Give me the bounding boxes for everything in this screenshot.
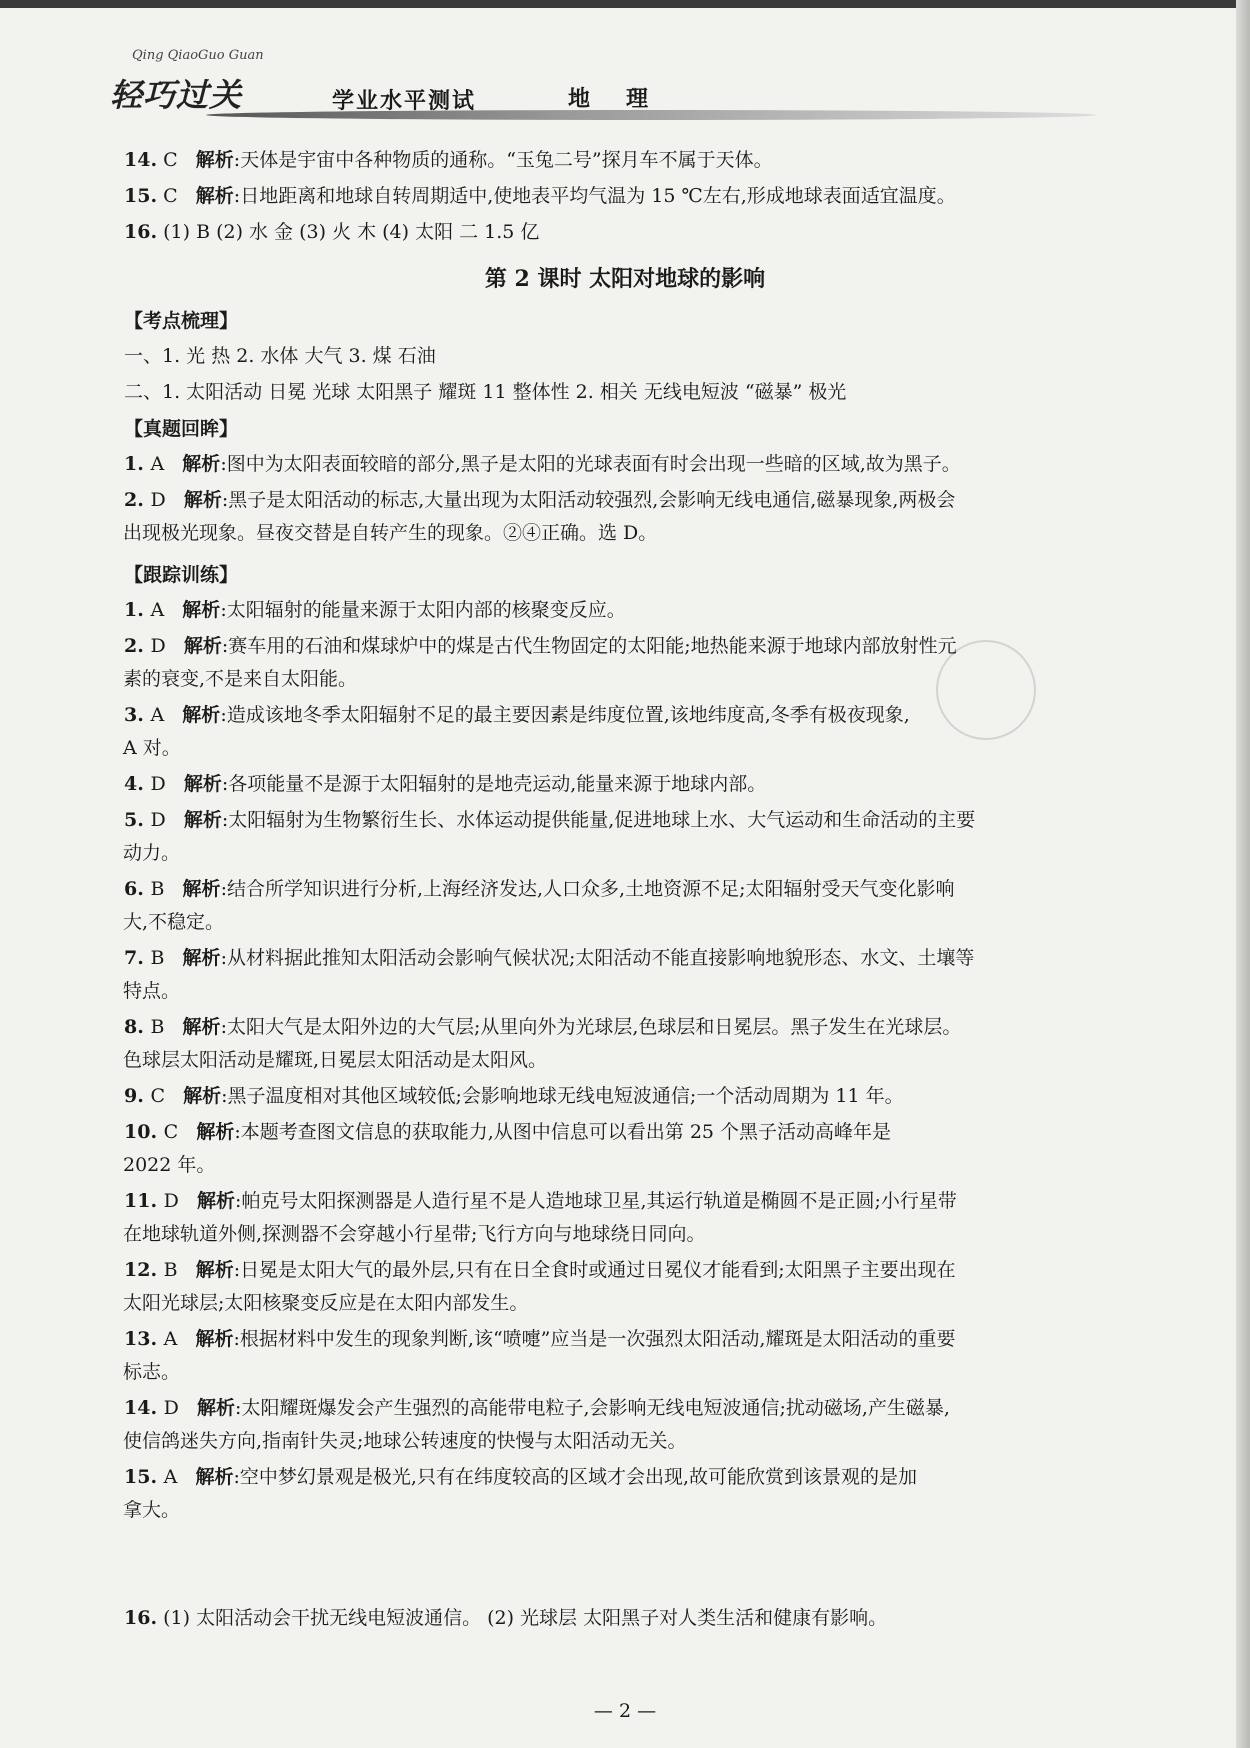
analysis-label: 解析	[195, 185, 234, 207]
answer-number: 11.	[124, 1190, 164, 1212]
analysis-text: :黑子温度相对其他区域较低;会影响地球无线电短波通信;一个活动周期为 11 年。	[221, 1085, 904, 1107]
answer-number: 3.	[124, 704, 151, 726]
analysis-text: :帕克号太阳探测器是人造行星不是人造地球卫星,其运行轨道是椭圆不是正圆;小行星带	[235, 1190, 957, 1212]
analysis-text: :本题考查图文信息的获取能力,从图中信息可以看出第 25 个黑子活动高峰年是	[234, 1121, 892, 1143]
answer-row-continuation: 在地球轨道外侧,探测器不会穿越小行星带;飞行方向与地球绕日同向。	[123, 1223, 706, 1245]
answer-row	[124, 596, 626, 624]
answer-row-continuation: A 对。	[123, 737, 181, 759]
answer-row	[124, 1463, 917, 1491]
answer-row	[124, 770, 766, 798]
answer-number: 4.	[124, 773, 151, 795]
analysis-label: 解析	[197, 1190, 236, 1212]
answer-number: 15.	[124, 1466, 164, 1488]
answer-choice: B	[163, 1259, 196, 1281]
logo-pinyin: Qing QiaoGuo Guan	[132, 48, 264, 63]
analysis-text: :造成该地冬季太阳辐射不足的最主要因素是纬度位置,该地纬度高,冬季有极夜现象,	[220, 704, 910, 726]
answer-number: 16.	[124, 221, 158, 243]
answer-row	[124, 1082, 904, 1110]
answer-row-continuation: 色球层太阳活动是耀斑,日冕层太阳活动是太阳风。	[123, 1049, 548, 1071]
answer-row	[124, 875, 955, 903]
analysis-label: 解析	[182, 599, 221, 621]
analysis-label: 解析	[182, 453, 221, 475]
page-edge-shadow	[1236, 0, 1250, 1748]
answer-row	[124, 1256, 956, 1284]
answer-row	[124, 944, 974, 972]
zhenti-heading: 【真题回眸】	[124, 418, 239, 440]
answer-number: 13.	[124, 1328, 164, 1350]
analysis-text: :日冕是太阳大气的最外层,只有在日全食时或通过日冕仪才能看到;太阳黑子主要出现在	[233, 1259, 956, 1281]
answer-row	[124, 450, 961, 478]
analysis-text: :结合所学知识进行分析,上海经济发达,人口众多,土地资源不足;太阳辐射受天气变化影响	[220, 878, 955, 900]
analysis-label: 解析	[195, 1259, 234, 1281]
answer-choice: D	[150, 773, 184, 795]
answer-choice: D	[163, 1190, 198, 1212]
analysis-text: :太阳辐射的能量来源于太阳内部的核聚变反应。	[220, 599, 626, 621]
top-rule	[0, 0, 1250, 8]
answer-number: 14.	[124, 1397, 164, 1419]
genzong-heading: 【跟踪训练】	[124, 564, 239, 586]
answer-number: 1.	[124, 599, 151, 621]
answer-choice: D	[150, 635, 184, 657]
analysis-text: :太阳大气是太阳外边的大气层;从里向外为光球层,色球层和日冕层。黑子发生在光球层。	[220, 1016, 962, 1038]
analysis-label: 解析	[182, 878, 221, 900]
section-title: 第 2 课时 太阳对地球的影响	[484, 266, 766, 292]
answer-number: 8.	[124, 1016, 151, 1038]
kaodian-line-1: 一、1. 光 热 2. 水体 大气 3. 煤 石油	[124, 345, 436, 367]
answer-choice: C	[150, 1085, 184, 1107]
analysis-text: :图中为太阳表面较暗的部分,黑子是太阳的光球表面有时会出现一些暗的区域,故为黑子。	[220, 453, 961, 475]
kaodian-line-2: 二、1. 太阳活动 日冕 光球 太阳黑子 耀斑 11 整体性 2. 相关 无线电短波 “磁暴” 极光	[124, 381, 847, 403]
series-name: 学业水平测试	[332, 88, 477, 114]
answer-choice: D	[150, 809, 184, 831]
series-logo: 轻巧过关	[110, 76, 243, 114]
page-header	[110, 48, 1110, 126]
analysis-text: :赛车用的石油和煤球炉中的煤是古代生物固定的太阳能;地热能来源于地球内部放射性元	[221, 635, 957, 657]
answer-row	[124, 1187, 957, 1215]
answer-number: 6.	[124, 878, 151, 900]
answer-row-continuation: 特点。	[123, 980, 181, 1002]
answer-choice: A	[163, 1466, 196, 1488]
answer-row	[124, 218, 539, 246]
answer-text: (1) 太阳活动会干扰无线电短波通信。 (2) 光球层 太阳黑子对人类生活和健康有影响。	[163, 1607, 888, 1629]
answer-row-continuation: 拿大。	[123, 1499, 181, 1521]
analysis-text: :从材料据此推知太阳活动会影响气候状况;太阳活动不能直接影响地貌形态、水文、土壤等	[220, 947, 975, 969]
answer-number: 15.	[124, 185, 158, 207]
analysis-text: :太阳耀斑爆发会产生强烈的高能带电粒子,会影响无线电短波通信;扰动磁场,产生磁暴,	[235, 1397, 950, 1419]
analysis-label: 解析	[183, 635, 222, 657]
answer-choice: C	[163, 149, 178, 171]
analysis-text: :空中梦幻景观是极光,只有在纬度较高的区域才会出现,故可能欣赏到该景观的是加	[233, 1466, 918, 1488]
subject-name: 地理	[568, 86, 685, 112]
answer-choice: A	[150, 599, 183, 621]
answer-number: 5.	[124, 809, 151, 831]
answer-choice: B	[150, 878, 183, 900]
answer-row	[124, 632, 957, 660]
answer-row-continuation: 2022 年。	[123, 1154, 216, 1176]
answer-choice: C	[163, 185, 178, 207]
analysis-text: :根据材料中发生的现象判断,该“喷嚏”应当是一次强烈太阳活动,耀斑是太阳活动的重要	[233, 1328, 956, 1350]
answer-row-continuation: 出现极光现象。昼夜交替是自转产生的现象。②④正确。选 D。	[123, 522, 658, 544]
answer-choice: B	[150, 1016, 183, 1038]
answer-number: 1.	[124, 453, 151, 475]
analysis-label: 解析	[183, 1085, 222, 1107]
answer-row	[124, 182, 956, 210]
analysis-label: 解析	[183, 489, 222, 511]
answer-number: 2.	[124, 635, 151, 657]
answer-row	[124, 1604, 887, 1632]
analysis-text: :天体是宇宙中各种物质的通称。“玉兔二号”探月车不属于天体。	[233, 149, 773, 171]
answer-number: 2.	[124, 489, 151, 511]
answer-row	[124, 146, 773, 174]
answer-number: 10.	[124, 1121, 164, 1143]
answer-row-continuation: 太阳光球层;太阳核聚变反应是在太阳内部发生。	[123, 1292, 529, 1314]
analysis-text: :太阳辐射为生物繁衍生长、水体运动提供能量,促进地球上水、大气运动和生命活动的主要	[221, 809, 976, 831]
answer-choice: A	[150, 704, 183, 726]
answer-row	[124, 1394, 950, 1422]
analysis-text: :黑子是太阳活动的标志,大量出现为太阳活动较强烈,会影响无线电通信,磁暴现象,两极会	[221, 489, 956, 511]
analysis-label: 解析	[196, 1121, 235, 1143]
answer-row	[124, 701, 910, 729]
analysis-label: 解析	[182, 704, 221, 726]
answer-row	[124, 806, 975, 834]
analysis-label: 解析	[195, 1466, 234, 1488]
analysis-label: 解析	[182, 947, 221, 969]
answer-choice: C	[163, 1121, 197, 1143]
page-number: — 2 —	[593, 1700, 657, 1722]
answer-row-continuation: 素的衰变,不是来自太阳能。	[123, 668, 358, 690]
answer-row	[124, 1118, 891, 1146]
answer-row-continuation: 动力。	[123, 842, 181, 864]
analysis-text: :日地距离和地球自转周期适中,使地表平均气温为 15 ℃左右,形成地球表面适宜温度。	[233, 185, 956, 207]
answer-text: (1) B (2) 水 金 (3) 火 木 (4) 太阳 二 1.5 亿	[163, 221, 540, 243]
answer-choice: B	[150, 947, 183, 969]
answer-number: 16.	[124, 1607, 158, 1629]
answer-row-continuation: 大,不稳定。	[123, 911, 225, 933]
answer-row-continuation: 标志。	[123, 1361, 181, 1383]
answer-choice: D	[150, 489, 184, 511]
analysis-label: 解析	[195, 1328, 234, 1350]
answer-number: 9.	[124, 1085, 151, 1107]
analysis-label: 解析	[195, 149, 234, 171]
analysis-label: 解析	[183, 809, 222, 831]
kaodian-heading: 【考点梳理】	[124, 310, 239, 332]
answer-choice: A	[163, 1328, 196, 1350]
answer-row	[124, 1013, 961, 1041]
answer-choice: A	[150, 453, 183, 475]
analysis-text: :各项能量不是源于太阳辐射的是地壳运动,能量来源于地球内部。	[221, 773, 767, 795]
answer-row-continuation: 使信鸽迷失方向,指南针失灵;地球公转速度的快慢与太阳活动无关。	[123, 1430, 687, 1452]
analysis-label: 解析	[182, 1016, 221, 1038]
answer-number: 12.	[124, 1259, 164, 1281]
answer-number: 7.	[124, 947, 151, 969]
answer-choice: D	[163, 1397, 198, 1419]
analysis-label: 解析	[183, 773, 222, 795]
analysis-label: 解析	[197, 1397, 236, 1419]
answer-number: 14.	[124, 149, 158, 171]
answer-row	[124, 486, 955, 514]
answer-row	[124, 1325, 955, 1353]
